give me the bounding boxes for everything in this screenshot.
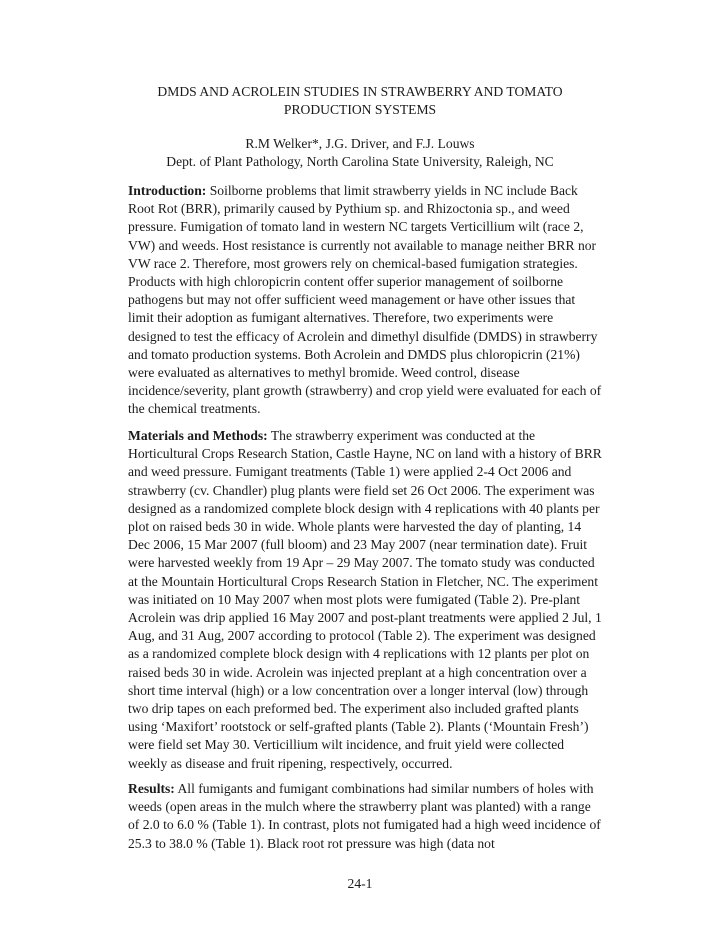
methods-heading: Materials and Methods: xyxy=(128,428,268,443)
author-names: R.M Welker*, J.G. Driver, and F.J. Louws xyxy=(245,136,475,151)
author-block xyxy=(100,135,620,171)
title-line-1: DMDS AND ACROLEIN STUDIES IN STRAWBERRY AND TOMATO xyxy=(157,84,563,99)
results-paragraph xyxy=(128,780,602,853)
introduction-paragraph xyxy=(128,182,602,419)
paper-title xyxy=(100,83,620,119)
page-number: 24-1 xyxy=(347,876,373,891)
introduction-heading: Introduction: xyxy=(128,183,207,198)
results-text: All fumigants and fumigant combinations had similar numbers of holes with weeds (open areas in the mulch where the strawberry plant was planted) with a range of 2.0 to 6.0 % (Table 1). In contrast, plots not fumigated had a high weed incidence of 25.3 to 38.0 % (Table 1). Black root rot pressure was high (data not xyxy=(128,781,601,851)
methods-text: The strawberry experiment was conducted at the Horticultural Crops Research Station, Castle Hayne, NC on land with a history of BRR and weed pressure. Fumigant treatments (Table 1) were applied 2-4 Oct 2006 and strawberry (cv. Chandler) plug plants were field set 26 Oct 2006. The experiment was designed as a randomized complete block design with 4 replications with 40 plants per plot on raised beds 30 in wide. Whole plants were harvested the day of planting, 14 Dec 2006, 15 Mar 2007 (full bloom) and 23 May 2007 (near termination date). Fruit were harvested weekly from 19 Apr – 29 May 2007. The tomato study was conducted at the Mountain Horticultural Crops Research Station in Fletcher, NC. The experiment was initiated on 10 May 2007 when most plots were fumigated (Table 2). Pre-plant Acrolein was drip applied 16 May 2007 and post-plant treatments were applied 2 Jul, 1 Aug, and 31 Aug, 2007 according to protocol (Table 2). The experiment was designed as a randomized complete block design with 4 replications with 12 plants per plot on raised beds 30 in wide. Acrolein was injected preplant at a high concentration over a short time interval (high) or a low concentration over a longer interval (low) through two drip tapes on each preformed bed. The experiment also included grafted plants using ‘Maxifort’ rootstock or self-grafted plants (Table 2). Plants (‘Mountain Fresh’) were field set May 30. Verticillium wilt incidence, and fruit yield were collected weekly as disease and fruit ripening, respectively, occurred. xyxy=(128,428,602,771)
methods-paragraph xyxy=(128,427,602,773)
author-affiliation: Dept. of Plant Pathology, North Carolina State University, Raleigh, NC xyxy=(166,154,554,169)
title-line-2: PRODUCTION SYSTEMS xyxy=(283,102,437,117)
introduction-text: Soilborne problems that limit strawberry yields in NC include Back Root Rot (BRR), primarily caused by Pythium sp. and Rhizoctonia sp., and weed pressure. Fumigation of tomato land in western NC targets Verticillium wilt (race 2, VW) and weeds. Host resistance is currently not available to manage neither BRR nor VW race 2. Therefore, most growers rely on chemical-based fumigation strategies. Products with high chloropicrin content offer superior management of soilborne pathogens but may not offer sufficient weed management or have other issues that limit their adoption as fumigant alternatives. Therefore, two experiments were designed to test the efficacy of Acrolein and dimethyl disulfide (DMDS) in strawberry and tomato production systems. Both Acrolein and DMDS plus chloropicrin (21%) were evaluated as alternatives to methyl bromide. Weed control, disease incidence/severity, plant growth (strawberry) and crop yield were evaluated for each of the chemical treatments. xyxy=(128,183,602,417)
results-heading: Results: xyxy=(128,781,175,796)
